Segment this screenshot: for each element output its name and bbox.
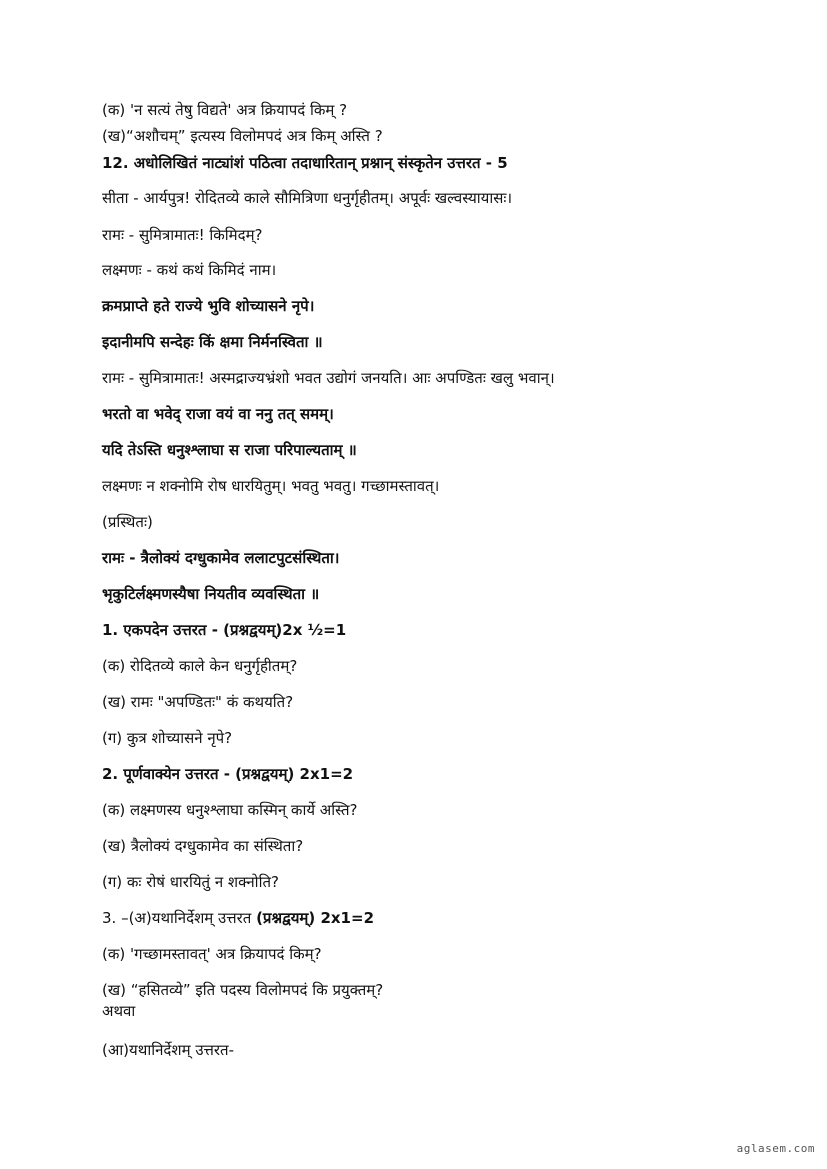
question-line: (आ)यथानिर्देशम् उत्तरत- — [102, 1041, 235, 1059]
question-heading-lead: 3. –(अ)यथानिर्देशम् उत्तरत — [102, 909, 257, 927]
question-line: (ग) कः रोषं धारयितुं न शक्नोति? — [102, 873, 279, 891]
question-heading: 2. पूर्णवाक्येन उत्तरत - (प्रश्नद्वयम्) 2x1=2 — [102, 765, 354, 783]
question-heading — [102, 908, 374, 928]
verse-line: भरतो वा भवेद् राजा वयं वा ननु तत् समम्। — [102, 405, 334, 423]
question-line: (ख) रामः "अपण्डितः" कं कथयति? — [102, 693, 294, 711]
question-line: (ख) “हसितव्ये” इति पदस्य विलोमपदं कि प्रयुक्तम्? — [102, 981, 384, 999]
verse-line: भृकुटिर्लक्ष्मणस्यैषा नियतीव व्यवस्थिता ॥ — [102, 585, 320, 603]
question-heading-marks: (प्रश्नद्वयम्) 2x1=2 — [256, 909, 375, 927]
section-heading: 12. अधोलिखितं नाट्यांशं पठित्वा तदाधारितान् प्रश्नान् संस्कृतेन उत्तरत - 5 — [102, 154, 508, 172]
question-line: (क) 'गच्छामस्तावत्' अत्र क्रियापदं किम्? — [102, 945, 322, 963]
verse-line: इदानीमपि सन्देहः किं क्षमा निर्मनस्विता ॥ — [102, 333, 323, 351]
dialogue-line: रामः - सुमित्रामातः! अस्मद्राज्यभ्रंशो भवत उद्योगं जनयति। आः अपण्डितः खलु भवान्। — [102, 369, 555, 387]
dialogue-line: रामः - सुमित्रामातः! किमिदम्? — [102, 226, 263, 244]
question-line: (ग) कुत्र शोच्यासने नृपे? — [102, 729, 233, 747]
dialogue-line: लक्ष्मणः - कथं कथं किमिदं नाम। — [102, 261, 277, 279]
question-line: (ख)“अशौचम्” इत्यस्य विलोमपदं अत्र किम् अस्ति ? — [102, 127, 383, 145]
verse-line: यदि तेऽस्ति धनुश्श्लाघा स राजा परिपाल्यताम् ॥ — [102, 441, 357, 459]
dialogue-line: सीता - आर्यपुत्र! रोदितव्ये काले सौमित्रिणा धनुर्गृहीतम्। अपूर्वः खल्वस्यायासः। — [102, 189, 513, 207]
watermark: aglasem.com — [736, 1142, 815, 1155]
question-heading: 1. एकपदेन उत्तरत - (प्रश्नद्वयम्)2x ½=1 — [102, 621, 347, 639]
question-line: (क) लक्ष्मणस्य धनुश्श्लाघा कस्मिन् कार्ये अस्ति? — [102, 801, 358, 819]
verse-line: क्रमप्राप्ते हते राज्ये भुवि शोच्यासने नृपे। — [102, 297, 315, 315]
or-separator: अथवा — [102, 1002, 136, 1020]
question-line: (क) रोदितव्ये काले केन धनुर्गृहीतम्? — [102, 657, 298, 675]
question-line: (ख) त्रैलोक्यं दग्धुकामेव का संस्थिता? — [102, 837, 304, 855]
question-line: (क) 'न सत्यं तेषु विद्यते' अत्र क्रियापदं किम् ? — [102, 101, 348, 119]
stage-direction: (प्रस्थितः) — [102, 513, 153, 531]
dialogue-line: लक्ष्मणः न शक्नोमि रोष धारयितुम्। भवतु भवतु। गच्छामस्तावत्। — [102, 477, 440, 495]
verse-line: रामः - त्रैलोक्यं दग्धुकामेव ललाटपुटसंस्थिता। — [102, 549, 340, 567]
